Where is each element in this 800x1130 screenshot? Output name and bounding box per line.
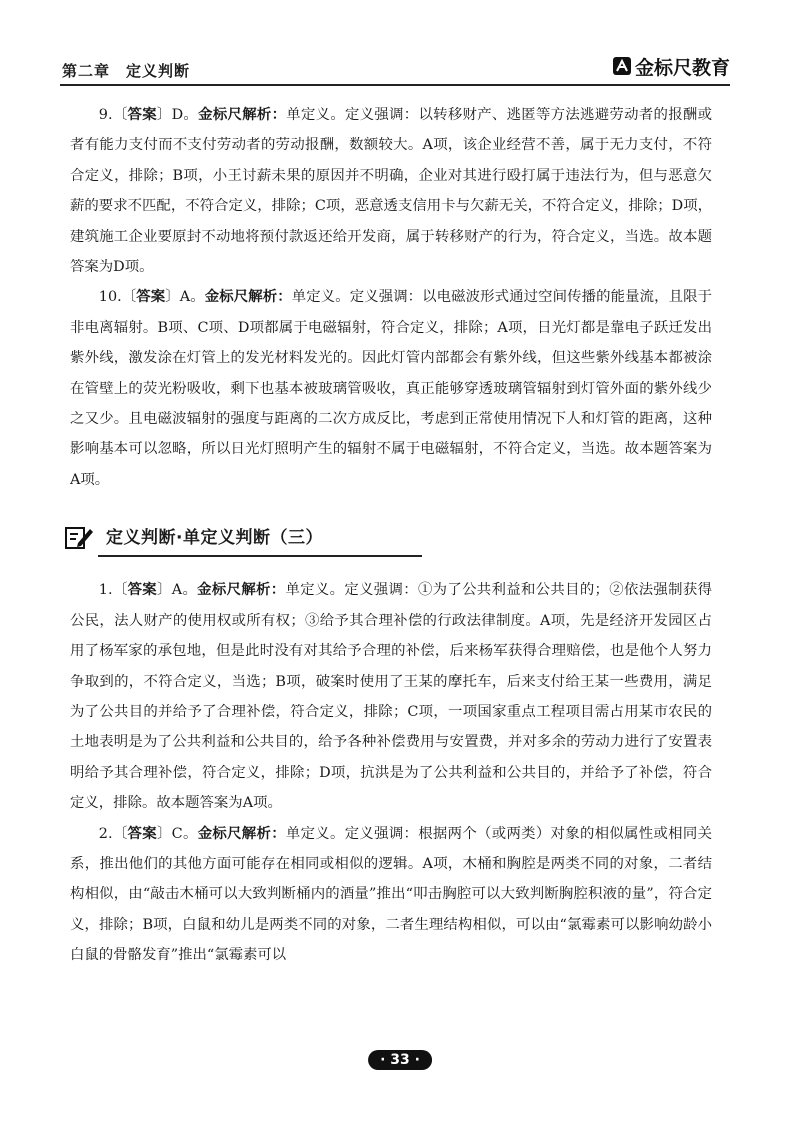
question-number: 2.〔 [98,825,128,842]
section-rule [98,555,422,557]
answer-letter: 〕A。 [165,289,205,306]
answer-paragraph-1 [70,575,712,818]
edit-note-icon [64,523,94,551]
question-number: 9.〔 [98,107,128,123]
analysis-label: 金标尺解析： [197,825,286,842]
analysis-text: 单定义。定义强调：①为了公共利益和公共目的；②依法强制获得公民，法人财产的使用权或所有权；③给予其合理补偿的行政法律制度。A项，先是经济开发园区占用了杨军家的承包地，但是此时没有对其给予合理的补偿，后来杨军获得合理赔偿，也是他个人努力争取到的，不符合定义，当选；B项，破案时使用了王某的摩托车，后来支付给王某一些费用，满足为了公共目的并给予了合理补偿，符合定义，排除；C项，一项国家重点工程项目需占用某市农民的土地表明是为了公共利益和公共目的，给予各种补偿费用与安置费，并对多余的劳动力进行了安置表明给予其合理补偿，符合定义，排除；D项，抗洪是为了公共利益和公共目的，并给予了补偿，符合定义，排除。故本题答案为A项。 [70,582,712,812]
analysis-label: 金标尺解析： [198,107,287,123]
answer-tag: 答案 [127,107,157,123]
answer-paragraph-10 [70,282,712,495]
answer-tag: 答案 [127,825,157,842]
brand-logo-icon [612,56,632,76]
analysis-text: 单定义。定义强调：以转移财产、逃匿等方法逃避劳动者的报酬或者有能力支付而不支付劳动者的劳动报酬，数额较大。A项，该企业经营不善，属于无力支付，不符合定义，排除；B项，小王讨薪未果的原因并不明确，企业对其进行殴打属于违法行为，但与恶意欠薪的要求不匹配，不符合定义，排除；C项，恶意透支信用卡与欠薪无关，不符合定义，排除；D项，建筑施工企业要原封不动地将预付款返还给开发商，属于转移财产的行为，符合定义，当选。故本题答案为D项。 [70,107,712,276]
answer-paragraph-9 [70,100,712,282]
answer-letter: 〕C。 [156,825,198,842]
answer-tag: 答案 [127,582,158,599]
analysis-label: 金标尺解析： [197,582,286,599]
question-number: 10.〔 [98,289,137,306]
analysis-label: 金标尺解析： [204,289,292,306]
answer-letter: 〕D。 [156,107,199,123]
page-header [60,52,730,86]
brand-logo [612,52,730,80]
chapter-title: 第二章 定义判断 [62,62,191,80]
brand-name: 金标尺教育 [634,56,730,79]
answer-tag: 答案 [136,289,166,306]
page-content [70,100,712,971]
section-heading [64,519,712,557]
page-number: · 33 · [368,1050,432,1070]
question-number: 1.〔 [98,582,128,599]
analysis-text: 单定义。定义强调：根据两个（或两类）对象的相似属性或相同关系，推出他们的其他方面可能存在相同或相似的逻辑。A项，木桶和胸腔是两类不同的对象，二者结构相似，由“敲击木桶可以大致判断桶内的酒量”推出“叩击胸腔可以大致判断胸腔积液的量”，符合定义，排除；B项，白鼠和幼儿是两类不同的对象，二者生理结构相似，可以由“氯霉素可以影响幼龄小白鼠的骨骼发育”推出“氯霉素可以 [70,825,712,964]
analysis-text: 单定义。定义强调：以电磁波形式通过空间传播的能量流，且限于非电离辐射。B项、C项、D项都属于电磁辐射，符合定义，排除；A项，日光灯都是靠电子跃迁发出紫外线，激发涂在灯管上的发光材料发光的。因此灯管内部都会有紫外线，但这些紫外线基本都被涂在管壁上的荧光粉吸收，剩下也基本被玻璃管吸收，真正能够穿透玻璃管辐射到灯管外面的紫外线少之又少。且电磁波辐射的强度与距离的二次方成反比，考虑到正常使用情况下人和灯管的距离，这种影响基本可以忽略，所以日光灯照明产生的辐射不属于电磁辐射，不符合定义，当选。故本题答案为A项。 [70,289,712,488]
header-rule [60,84,730,86]
answer-paragraph-2 [70,819,712,971]
section-title: 定义判断·单定义判断（三） [106,528,323,549]
answer-letter: 〕A。 [157,582,198,599]
